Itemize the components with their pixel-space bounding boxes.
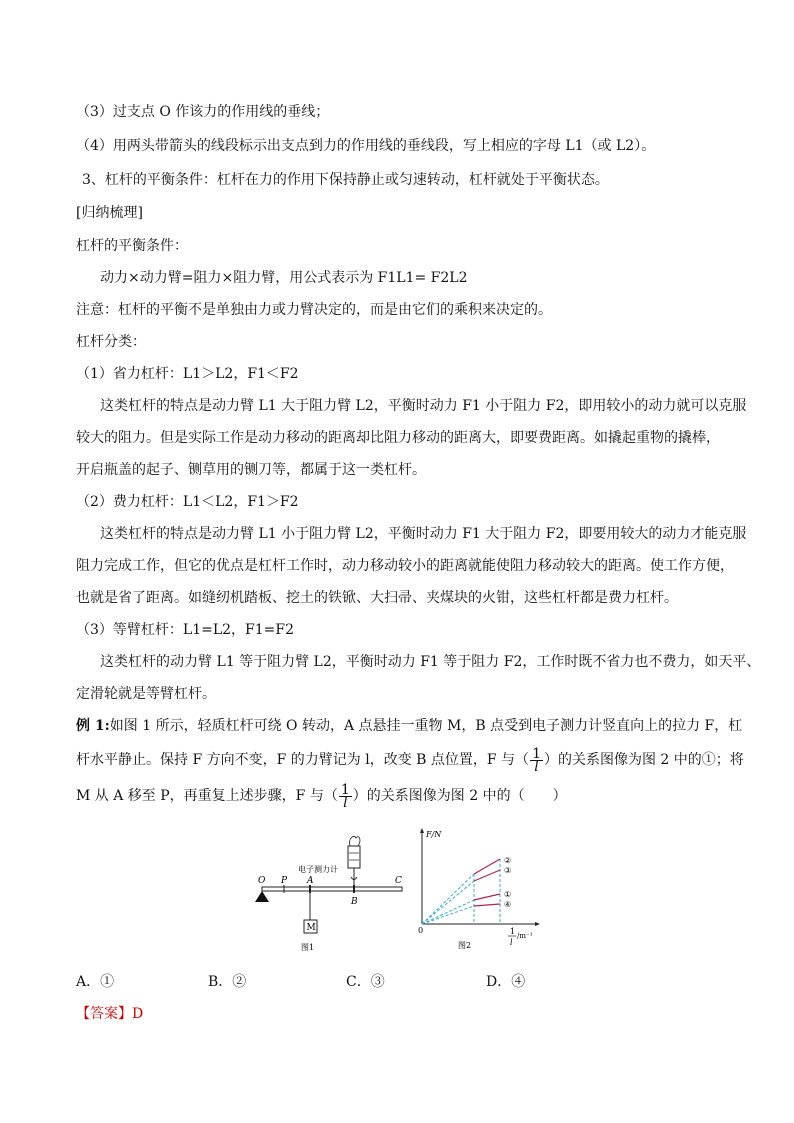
example-text: M 从 A 移至 P，再重复上述步骤，F 与（ xyxy=(76,788,338,804)
option-a[interactable]: A．① xyxy=(76,974,115,990)
equal-arm-lever-heading: （3）等臂杠杆：L1=L2，F1=F2 xyxy=(76,622,295,638)
option-d[interactable]: D．④ xyxy=(486,974,526,990)
lever-classification-heading: 杠杆分类： xyxy=(76,334,146,350)
fraction xyxy=(339,781,352,811)
balance-formula: 动力×动力臂=阻力×阻力臂，用公式表示为 F1L1= F2L2 xyxy=(100,270,468,286)
meter-body xyxy=(348,846,360,868)
example-text: ）的关系图像为图 2 中的①；将 xyxy=(543,752,744,768)
paragraph-line: 较大的阻力。但是实际工作是动力移动的距离却比阻力移动的距离大，即要费距离。如撬起重物的撬棒， xyxy=(76,430,720,446)
fraction xyxy=(530,745,543,775)
option-b[interactable]: B．② xyxy=(208,974,247,990)
pivot-triangle xyxy=(255,891,269,902)
force-saving-lever-heading: （1）省力杠杆：L1＞L2，F1＜F2 xyxy=(76,366,299,382)
x-label-unit: /m⁻¹ xyxy=(517,932,533,940)
paragraph-line: 这类杠杆的动力臂 L1 等于阻力臂 L2，平衡时动力 F1 等于阻力 F2，工作时既不省力也不费力，如天平、 xyxy=(100,654,761,670)
dash-line-3 xyxy=(422,881,474,924)
example-text: 杆水平静止。保持 F 方向不变，F 的力臂记为 l，改变 B 点位置，F 与（ xyxy=(76,752,530,768)
dash-line-1 xyxy=(422,900,474,924)
line-label-4: ④ xyxy=(504,900,512,909)
summary-heading: [归纳梳理] xyxy=(76,205,143,221)
label-A: A xyxy=(307,876,314,886)
example-line-1 xyxy=(76,716,742,736)
y-arrow xyxy=(420,828,424,833)
answer xyxy=(76,1004,143,1024)
fraction-denominator: l xyxy=(534,758,539,775)
figure-2-caption: 图2 xyxy=(458,941,472,950)
meter-hand-icon xyxy=(350,836,360,846)
fraction-numerator: 1 xyxy=(340,781,350,798)
x-arrow xyxy=(535,922,540,926)
fraction-denominator: l xyxy=(343,794,348,811)
fraction-numerator: 1 xyxy=(532,745,541,762)
y-axis-label: F/N xyxy=(426,830,442,839)
paragraph-line: 这类杠杆的特点是动力臂 L1 小于阻力臂 L2，平衡时动力 F1 大于阻力 F2，即要用较大的动力才能克服 xyxy=(100,526,747,542)
paragraph-line: 开启瓶盖的起子、铡草用的铡刀等，都属于这一类杠杆。 xyxy=(76,462,426,478)
paragraph-line: 这类杠杆的特点是动力臂 L1 大于阻力臂 L2，平衡时动力 F1 小于阻力 F2，即用较小的动力就可以克服 xyxy=(100,398,747,414)
x-label-denominator: l xyxy=(510,938,513,947)
label-C: C xyxy=(395,876,402,886)
paragraph-line: 也就是省了距离。如缝纫机踏板、挖土的铁锨、大扫帚、夹煤块的火钳，这些杠杆都是费力杠杆。 xyxy=(76,590,678,606)
paragraph-line: 定滑轮就是等臂杠杆。 xyxy=(76,686,216,702)
answer-value: D xyxy=(132,1006,144,1022)
dash-line-2 xyxy=(422,874,474,924)
example-text: ）的关系图像为图 2 中的（ ） xyxy=(352,788,567,804)
step-4: （4）用两头带箭头的线段标示出支点到力的作用线的垂线段，写上相应的字母 L1（或 L2）。 xyxy=(76,138,656,154)
answer-label: 【答案】 xyxy=(76,1006,132,1022)
label-P: P xyxy=(281,876,288,886)
step-3: （3）过支点 O 作该力的作用线的垂线； xyxy=(76,104,330,120)
line-label-1: ① xyxy=(504,890,512,899)
graph-lines xyxy=(422,859,500,924)
line-label-3: ③ xyxy=(504,866,512,875)
balance-condition-heading: 3、杠杆的平衡条件：杠杆在力的作用下保持静止或匀速转动，杠杆就处于平衡状态。 xyxy=(82,172,609,188)
force-costing-lever-heading: （2）费力杠杆：L1＜L2，F1＞F2 xyxy=(76,494,299,510)
note: 注意：杠杆的平衡不是单独由力或力臂决定的，而是由它们的乘积来决定的。 xyxy=(76,302,552,318)
dash-line-4 xyxy=(422,906,474,924)
line-label-2: ② xyxy=(504,856,512,865)
label-B: B xyxy=(351,897,358,907)
origin-label: 0 xyxy=(418,926,424,935)
example-text: 如图 1 所示，轻质杠杆可绕 O 转动，A 点悬挂一重物 M，B 点受到电子测力计竖直向上的拉力 F，杠 xyxy=(109,718,743,734)
figure-1-caption: 图1 xyxy=(301,943,315,952)
example-label: 例 1: xyxy=(76,718,110,734)
figure-2-graph xyxy=(410,826,542,956)
series-line-1 xyxy=(474,894,500,900)
figure-1-lever xyxy=(250,832,410,957)
label-M: M xyxy=(306,923,316,933)
series-line-4 xyxy=(474,904,500,906)
lever-bar xyxy=(262,887,402,891)
example-line-3 xyxy=(76,782,567,810)
meter-label: 电子测力计 xyxy=(298,865,338,874)
example-line-2 xyxy=(76,746,744,774)
paragraph-line: 阻力完成工作，但它的优点是杠杆工作时，动力移动较小的距离就能使阻力移动较大的距离。使工作方便， xyxy=(76,558,734,574)
label-O: O xyxy=(258,876,266,886)
balance-condition-label: 杠杆的平衡条件： xyxy=(76,238,188,254)
option-c[interactable]: C．③ xyxy=(346,974,385,990)
x-label-numerator: 1 xyxy=(510,927,516,936)
